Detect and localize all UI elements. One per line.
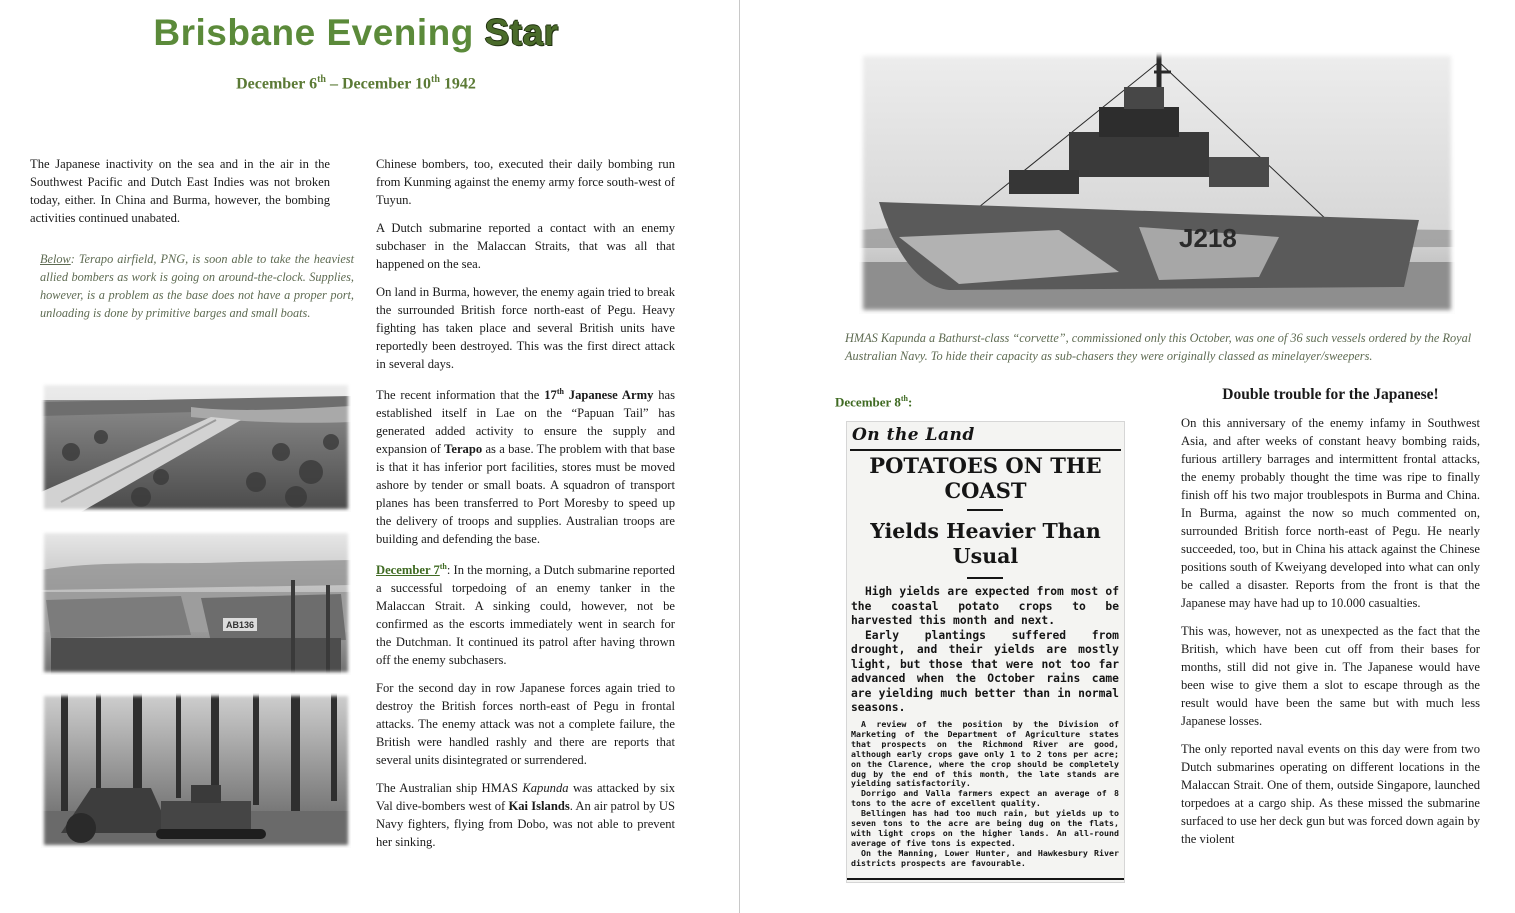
december-8-colon: : (907, 394, 913, 410)
clipping-top-rule (850, 449, 1121, 451)
clipping-headline: POTATOES ON THE COAST (869, 453, 1102, 503)
airfield-caption-label: Below (40, 252, 71, 266)
kapunda-name: Kapunda (522, 781, 569, 796)
clipping-rule-2 (967, 577, 1003, 579)
december-7-suffix: th (439, 562, 447, 572)
masthead-title (0, 12, 712, 54)
left-column (30, 155, 330, 237)
british-resistance-paragraph: This was, however, not as unexpected as the fact that the British, which have been cut off from their bases for months, still did not give in. The Japanese would have been wise to give them a slot to escape through as the result would have been the same but with much less Japanese losses. (1181, 624, 1480, 728)
newspaper-clipping (846, 421, 1125, 883)
naval-events-paragraph: The only reported naval events on this day were from two Dutch submarines operating on different locations in the Malaccan Strait. One of them, outside Singapore, launched torpedoes at a cargo ship. As these missed the submarine surfaced to use her deck gun but was forced down again by the violent (1181, 742, 1480, 846)
ship-hull-number: J218 (1179, 223, 1237, 253)
ship-photo (859, 52, 1455, 314)
pegu-attack-paragraph: For the second day in row Japanese forces again tried to destroy the British forces north-east of Pegu in frontal attacks. The enemy attack was not a complete failure, the British were handled rashly and there are reports that several units disintegrated or surrendered. (376, 681, 675, 768)
dateline-start: December 6 (236, 75, 318, 93)
december-7-label: December 7 (376, 563, 440, 578)
intro-paragraph: The Japanese inactivity on the sea and in the air in the Southwest Pacific and Dutch East Indies was not broken today, either. In China and Burma, however, the bombing activities continued unabated. (30, 157, 330, 225)
terapo-text-b: has established itself in Lae on the “Papuan Tail” has generated added activity to ensure the supply and expansion of (376, 388, 675, 457)
clipping-lead-2: Early plantings suffered from drought, and their yields are mostly light, but those that were not too far advanced when the October rains came are yielding much better than in normal seasons. (851, 628, 1119, 714)
clipping-subheadline: Yields Heavier Than Usual (870, 519, 1101, 568)
barge-number-label: AB136 (225, 620, 255, 630)
left-page (0, 0, 737, 913)
terapo-text-a: The recent information that the (376, 388, 545, 403)
kapunda-text-c: . An air patrol by US Navy fighters, flying from Dobo, was not able to prevent her sinking. (376, 799, 676, 850)
page-divider (739, 0, 740, 913)
terapo-text-c: as a base. The problem with that base is that it has inferior port facilities, stores must be moved ashore by tender or small boats. A squadron of transport planes has been transferred to Port Moresby to speed up the delivery of troops and supplies. Australian troops are building and defending the base. (376, 442, 675, 547)
army-number: 17 (544, 388, 557, 403)
ship-caption: HMAS Kapunda a Bathurst-class “corvette”, commissioned only this October, was one of 36 such vessels ordered by the Royal Australian Navy. To hide their capacity as sub-chasers they were originally classed as minelayer/sweepers. (845, 331, 1472, 363)
kapunda-text-b: was attacked by six Val dive-bombers west of (376, 781, 675, 814)
december-7-text: : In the morning, a Dutch submarine reported a successful torpedoing of an enemy tanker in the Malaccan Strait. A sinking could, however, not be confirmed as the escorts immediately went in search for the Dutchman. It continued its patrol after having thrown off the enemy subchasers. (376, 563, 675, 668)
chinese-bombers-paragraph: Chinese bombers, too, executed their daily bombing run from Kunming against the enemy army force south-west of Tuyun. (376, 157, 675, 207)
clipping-body-3: Bellingen has had too much rain, but yields up to seven tons to the acre are being dug on the flats, with light crops on the higher lands. An all-round average of five tons is expected. (851, 808, 1119, 848)
december-8-text: December 8 (835, 394, 901, 410)
clipping-body (851, 720, 1119, 869)
clipping-body-1: A review of the position by the Division of Marketing of the Department of Agriculture states that prospects on the Richmond River are good, although early crops gave only 1 to 2 tons per acre; on the Clarence, where the crop should be completely dug by the end of this month, the late stands are yielding satisfactorily. (851, 719, 1119, 789)
army-name: Japanese Army (563, 388, 654, 403)
airfield-photo (41, 382, 351, 512)
dateline (0, 74, 712, 93)
clipping-lead-1: High yields are expected from most of the coastal potato crops to be harvested this month and next. (851, 585, 1119, 627)
clipping-lead (851, 585, 1119, 716)
article-headline: Double trouble for the Japanese! (1222, 386, 1439, 403)
dateline-start-suffix: th (317, 74, 326, 85)
masthead-title-star: Star (484, 12, 559, 53)
kapunda-text-a: The Australian ship HMAS (376, 781, 523, 796)
dutch-submarine-paragraph: A Dutch submarine reported a contact with an enemy subchaser in the Malaccan Straits, that was all that happened on the sea. (376, 221, 675, 271)
clipping-rule-1 (967, 509, 1003, 511)
terapo-paragraph (376, 383, 675, 548)
right-column (1181, 414, 1480, 858)
airfield-caption (40, 250, 354, 322)
dateline-separator: – (326, 75, 342, 93)
bulldozer-photo (41, 693, 351, 848)
clipping-kicker: On the Land (852, 425, 975, 445)
clipping-body-2: Dorrigo and Valla farmers expect an average of 8 tons to the acre of excellent quality. (851, 788, 1119, 809)
barges-photo (41, 530, 351, 675)
dateline-year: 1942 (439, 75, 476, 93)
december-7-paragraph (376, 558, 675, 669)
dateline-end: December 10 (342, 75, 431, 93)
kapunda-paragraph (376, 779, 675, 851)
december-8-suffix: th (900, 394, 908, 403)
terapo-name: Terapo (444, 442, 483, 457)
middle-column (376, 155, 675, 861)
masthead-title-main: Brisbane Evening (153, 12, 485, 53)
burma-land-paragraph: On land in Burma, however, the enemy again tried to break the surrounded British force north-east of Pegu. Heavy fighting has taken place and several British units have reportedly been destroyed. This was the first direct attack in several days. (376, 285, 675, 371)
clipping-bottom-rule (847, 878, 1124, 880)
dateline-end-suffix: th (431, 74, 440, 85)
army-number-suffix: th (556, 387, 564, 396)
kai-islands-name: Kai Islands (508, 799, 570, 814)
december-8-label (835, 394, 912, 410)
airfield-caption-text: : Terapo airfield, PNG, is soon able to take the heaviest allied bombers as work is going on around-the-clock. Supplies, however, is a problem as the base does not have a proper port, unloading is done by primitive barges and small boats. (40, 252, 354, 320)
clipping-body-4: On the Manning, Lower Hunter, and Hawkesbury River districts prospects are favourable. (851, 847, 1119, 868)
anniversary-paragraph: On this anniversary of the enemy infamy in Southwest Asia, and after weeks of constant heavy bombing raids, furious artillery barrages and intermittent frontal attacks, the enemy probably thought the time was ripe to finally finish off his two major troublespots in Burma and China. In Burma, against the now so much commented on, surrounded British force north-east of Pegu. He nearly succeeded, too, but in China his attack against the Chinese positions south of Kweiyang developed into what can only be called a disaster. Reports from the front is that the Japanese may have had up to 10.000 casualties. (1181, 416, 1480, 610)
